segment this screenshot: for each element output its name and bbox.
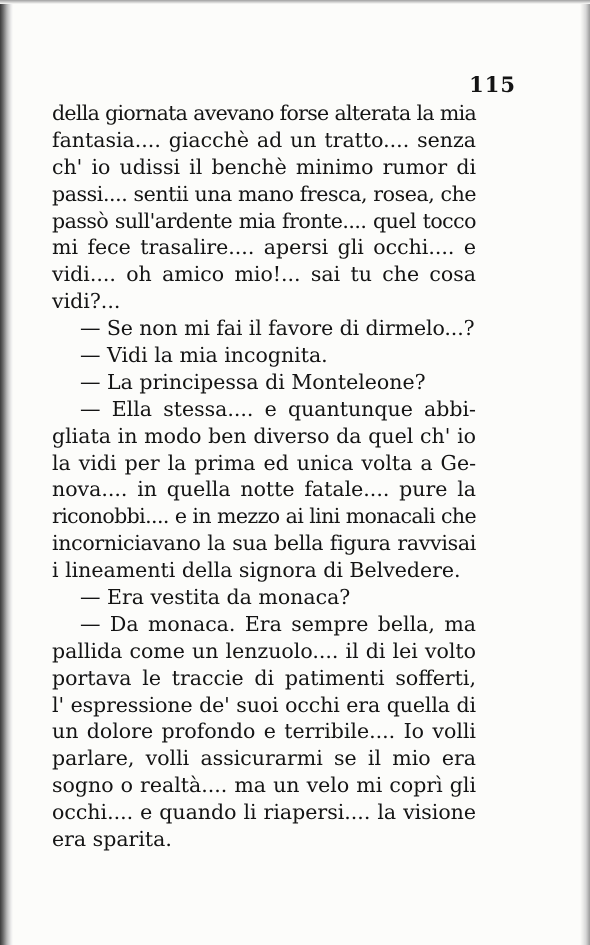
text-line: della giornata avevano forse alterata la mia — [52, 101, 476, 125]
text-line: — Vidi la mia incognita. — [80, 343, 328, 368]
text-line: — Era vestita da monaca? — [80, 585, 351, 610]
text-line: fantasia.... giacchè ad un tratto.... senza — [52, 127, 476, 152]
text-line: gliata in modo ben diverso da quel ch' io — [52, 423, 476, 448]
text-line: portava le traccie di patimenti sofferti, — [52, 665, 476, 690]
text-line: — La principessa di Monteleone? — [80, 369, 426, 394]
page-number: 115 — [469, 72, 516, 97]
text-line: passi.... sentii una mano fresca, rosea, che — [52, 181, 477, 206]
text-line: pallida come un lenzuolo.... il di lei volto — [52, 638, 476, 663]
page-top-edge — [0, 0, 590, 4]
text-line: vidi?... — [52, 289, 121, 314]
text-line: parlare, volli assicurarmi se il mio era — [52, 746, 476, 771]
text-line: — Ella stessa.... e quantunque abbi- — [80, 396, 476, 421]
text-line: i lineamenti della signora di Belvedere. — [52, 558, 461, 583]
text-line: — Se non mi fai il favore di dirmelo...? — [80, 316, 475, 341]
text-line: ch' io udissi il benchè minimo rumor di — [52, 154, 476, 179]
text-line: sogno o realtà.... ma un velo mi coprì gli — [52, 773, 476, 798]
text-line: incorniciavano la sua bella figura ravvisai — [52, 531, 476, 556]
text-line: passò sull'ardente mia fronte.... quel tocco — [52, 208, 476, 233]
body-text — [52, 100, 476, 853]
text-line: riconobbi.... e in mezzo ai lini monacali che — [52, 504, 476, 529]
text-line: vidi.... oh amico mio!... sai tu che cosa — [52, 262, 476, 287]
text-line: un dolore profondo e terribile.... Io volli — [52, 719, 476, 744]
text-line: nova.... in quella notte fatale.... pure la — [52, 477, 476, 502]
text-line: — Da monaca. Era sempre bella, ma — [80, 611, 476, 636]
text-line: la vidi per la prima ed unica volta a Ge- — [52, 450, 476, 475]
text-line: mi fece trasalire.... apersi gli occhi.... e — [52, 235, 476, 260]
page-right-edge — [580, 0, 590, 945]
text-line: occhi.... e quando li riapersi.... la visione — [52, 800, 476, 825]
text-line: l' espressione de' suoi occhi era quella di — [52, 692, 476, 717]
page-binding-edge — [0, 0, 13, 945]
text-line: era sparita. — [52, 827, 172, 852]
